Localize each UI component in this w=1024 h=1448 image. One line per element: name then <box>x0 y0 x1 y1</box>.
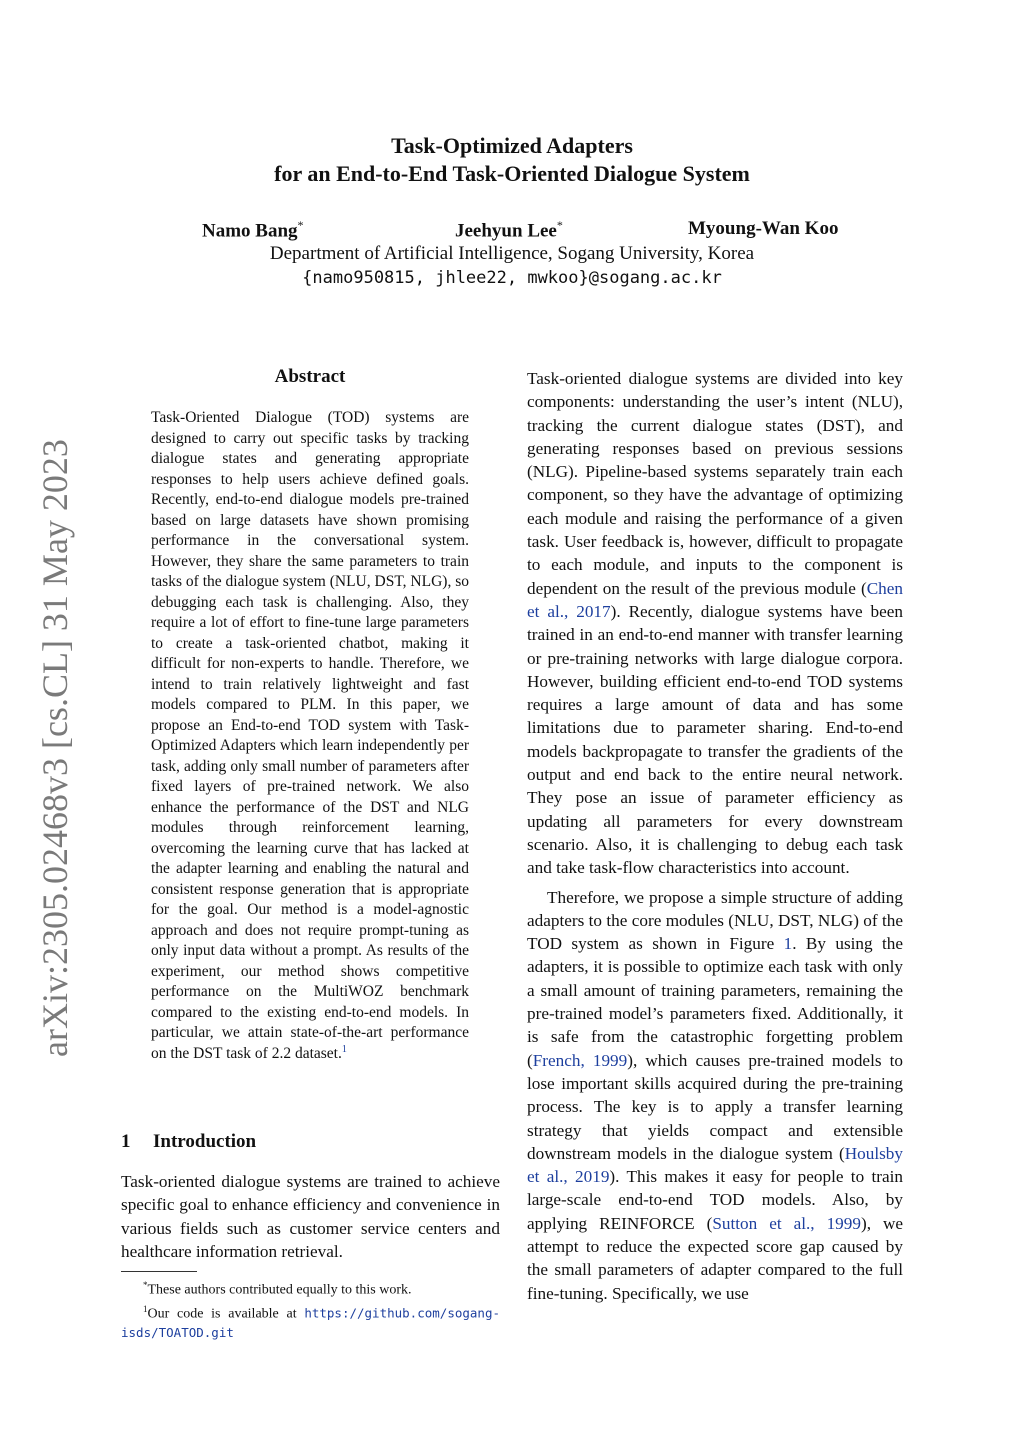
footnote-2: $^1$Our code is available at https://github.com/sogang-isds/TOATOD.git <box>121 1303 500 1341</box>
title-line-1: Task-Optimized Adapters <box>391 133 633 158</box>
author-2: Jeehyun Lee* <box>455 218 563 242</box>
citation-houlsby-2019[interactable]: Houlsby et al., 2019 <box>527 1143 903 1187</box>
footnote-ref[interactable]: 1 <box>341 1043 347 1055</box>
citation-sutton-1999[interactable]: Sutton et al., 1999 <box>712 1213 861 1233</box>
author-list <box>0 218 1024 244</box>
author-1: Namo Bang* <box>202 218 304 242</box>
footnote-1: *These authors contributed equally to this work. <box>143 1280 412 1298</box>
footnote-divider <box>121 1271 197 1272</box>
citation-french-1999[interactable]: French, 1999 <box>532 1050 628 1070</box>
paper-title <box>0 132 1024 188</box>
author-3: Myoung-Wan Koo <box>688 218 839 239</box>
title-line-2: for an End-to-End Task-Oriented Dialogue System <box>274 161 750 186</box>
abstract-heading: Abstract <box>274 366 346 387</box>
code-url-link[interactable]: https://github.com/sogang-isds/TOATOD.git <box>121 1305 500 1341</box>
arxiv-identifier: arXiv:2305.02468v3 [cs.CL] 31 May 2023 <box>35 439 75 1057</box>
figure-ref-1[interactable]: 1 <box>783 934 793 954</box>
intro-paragraph-1: Task-oriented dialogue systems are divided into key components: understanding the user’s intent (NLU), tracking the current dialogue states (DST), and generating responses based on previous sessions (NLG). Pipeline-based systems separately train each component, so they have the advantage of optimizing each module and raising the performance of a given task. User feedback is, however, difficult to propagate to each module, and inputs to the component is dependent on the result of the previous module (Chen et al., 2017). Recently, dialogue systems have been trained in an end-to-end manner with transfer learning or pre-training networks with large dialogue corpora. However, building efficient end-to-end TOD systems requires a large amount of data and has some limitations due to parameter sharing. End-to-end models backpropagate to transfer the gradients of the output and end back to the entire neural network. They pose an issue of parameter efficiency as updating all parameters for every downstream scenario. Also, it is challenging to debug each task and take task-flow characteristics into account. <box>527 369 904 878</box>
affiliation: Department of Artificial Intelligence, Sogang University, Korea <box>269 243 755 264</box>
author-emails: {namo950815, jhlee22, mwkoo}@sogang.ac.kr <box>302 268 722 288</box>
footnotes <box>121 1276 500 1343</box>
abstract-body: Task-Oriented Dialogue (TOD) systems are designed to carry out specific tasks by tracking dialogue states and generating appropriate responses to help users achieve defined goals. Recently, end-to-end dialogue models pre-trained based on large datasets have shown promising performance in the conversational system. However, they share the same parameters to train tasks of the dialogue system (NLU, DST, NLG), so debugging each task is challenging. Also, they require a lot of effort to fine-tune large parameters to create a task-oriented chatbot, making it difficult for non-experts to handle. Therefore, we intend to train relatively lightweight and fast models compared to PLM. In this paper, we propose an End-to-end TOD system with Task-Optimized Adapters which learn independently per task, adding only small number of parameters after fixed layers of pre-trained network. We also enhance the performance of the DST and NLG modules through reinforcement learning, overcoming the learning curve that has lacked at the adapter learning and enabling the natural and consistent response generation that is appropriate for the goal. Our method is a model-agnostic approach and does not require prompt-tuning as only input data without a prompt. As results of the experiment, our method shows competitive performance on the MultiWOZ benchmark compared to the existing end-to-end models. In particular, we attain state-of-the-art performance on the DST task of 2.2 dataset.$^1$ <box>151 409 469 1062</box>
citation-chen-2017[interactable]: Chen et al., 2017 <box>527 578 903 621</box>
intro-right-column <box>527 367 903 1305</box>
intro-paragraph-left: Task-oriented dialogue systems are trained to achieve specific goal to enhance efficiency and convenience in various fields such as customer service centers and healthcare information retrieval. <box>121 1172 500 1261</box>
intro-paragraph-2: Therefore, we propose a simple structure of adding adapters to the core modules (NLU, DST, NLG) of the TOD system as shown in Figure 1. By using the adapters, it is possible to optimize each task with only a small amount of training parameters, remaining the pre-trained model’s parameters fixed. Additionally, it is safe from the catastrophic forgetting problem (French, 1999), which causes pre-trained models to lose important skills acquired during the pre-training process. The key is to apply a transfer learning strategy that yields compact and extensible downstream models in the dialogue system (Houlsby et al., 2019). This makes it easy for people to train large-scale end-to-end TOD models. Also, by applying REINFORCE (Sutton et al., 1999), we attempt to reduce the expected score gap caused by the small parameters of adapter compared to the full fine-tuning. Specifically, we use <box>527 887 904 1303</box>
section-heading-introduction: 1 Introduction <box>121 1131 257 1152</box>
